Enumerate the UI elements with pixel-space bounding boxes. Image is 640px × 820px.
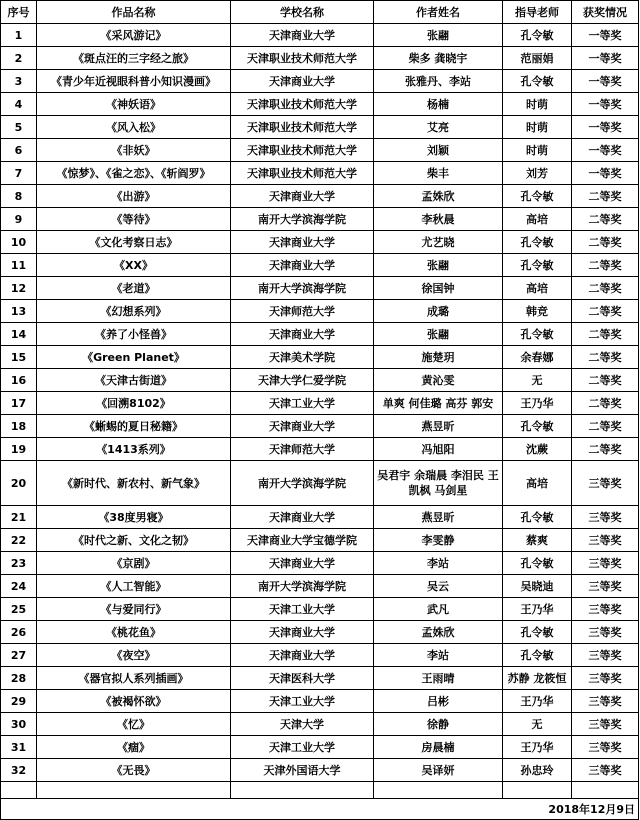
blank-cell	[503, 782, 572, 799]
cell-advisor: 余春娜	[503, 346, 572, 369]
cell-index: 7	[1, 162, 37, 185]
cell-award: 二等奖	[572, 323, 639, 346]
table-row	[1, 277, 639, 300]
cell-award: 三等奖	[572, 461, 639, 506]
table-row	[1, 392, 639, 415]
blank-cell	[1, 782, 37, 799]
cell-advisor: 孔令敏	[503, 415, 572, 438]
cell-index: 26	[1, 621, 37, 644]
cell-school: 天津大学	[231, 713, 374, 736]
table-row	[1, 575, 639, 598]
cell-advisor: 王乃华	[503, 690, 572, 713]
cell-school: 天津商业大学	[231, 231, 374, 254]
cell-award: 三等奖	[572, 598, 639, 621]
table-row	[1, 185, 639, 208]
cell-author: 武凡	[374, 598, 503, 621]
cell-author: 孟姝欣	[374, 185, 503, 208]
cell-work-title: 《38度男寝》	[37, 506, 231, 529]
cell-author: 吕彬	[374, 690, 503, 713]
cell-advisor: 孔令敏	[503, 254, 572, 277]
cell-school: 天津商业大学	[231, 506, 374, 529]
table-row	[1, 254, 639, 277]
cell-advisor: 韩竞	[503, 300, 572, 323]
cell-work-title: 《1413系列》	[37, 438, 231, 461]
cell-index: 32	[1, 759, 37, 782]
cell-work-title: 《人工智能》	[37, 575, 231, 598]
cell-award: 二等奖	[572, 300, 639, 323]
cell-advisor: 孔令敏	[503, 70, 572, 93]
cell-author: 房晨楠	[374, 736, 503, 759]
cell-index: 21	[1, 506, 37, 529]
cell-index: 29	[1, 690, 37, 713]
cell-advisor: 孔令敏	[503, 644, 572, 667]
blank-row	[1, 782, 639, 799]
cell-award: 一等奖	[572, 47, 639, 70]
table-row	[1, 162, 639, 185]
table-row	[1, 713, 639, 736]
cell-school: 天津商业大学	[231, 552, 374, 575]
cell-author: 燕昱昕	[374, 415, 503, 438]
header-index: 序号	[1, 1, 37, 24]
header-work-title: 作品名称	[37, 1, 231, 24]
cell-school: 天津商业大学宝德学院	[231, 529, 374, 552]
cell-author: 冯旭阳	[374, 438, 503, 461]
table-row	[1, 598, 639, 621]
cell-advisor: 吴晓迪	[503, 575, 572, 598]
cell-author: 单爽 何佳璐 高芬 郭安	[374, 392, 503, 415]
table-row	[1, 621, 639, 644]
cell-award: 二等奖	[572, 231, 639, 254]
cell-advisor: 无	[503, 369, 572, 392]
cell-award: 三等奖	[572, 690, 639, 713]
cell-index: 4	[1, 93, 37, 116]
cell-work-title: 《Green Planet》	[37, 346, 231, 369]
cell-school: 南开大学滨海学院	[231, 461, 374, 506]
cell-author: 李秋晨	[374, 208, 503, 231]
cell-advisor: 无	[503, 713, 572, 736]
cell-advisor: 孔令敏	[503, 185, 572, 208]
cell-award: 二等奖	[572, 438, 639, 461]
cell-school: 天津商业大学	[231, 415, 374, 438]
cell-index: 11	[1, 254, 37, 277]
cell-index: 18	[1, 415, 37, 438]
cell-work-title: 《神妖语》	[37, 93, 231, 116]
table-row	[1, 208, 639, 231]
table-row	[1, 47, 639, 70]
cell-author: 徐静	[374, 713, 503, 736]
cell-advisor: 王乃华	[503, 736, 572, 759]
cell-author: 王雨晴	[374, 667, 503, 690]
cell-index: 28	[1, 667, 37, 690]
cell-school: 天津职业技术师范大学	[231, 139, 374, 162]
cell-author: 徐国钟	[374, 277, 503, 300]
cell-index: 13	[1, 300, 37, 323]
cell-index: 12	[1, 277, 37, 300]
table-row	[1, 690, 639, 713]
cell-author: 张翮	[374, 323, 503, 346]
cell-school: 天津商业大学	[231, 254, 374, 277]
table-row	[1, 139, 639, 162]
cell-author: 吴君宇 余瑞晨 李泪民 王凯枫 马剑星	[374, 461, 503, 506]
cell-advisor: 孔令敏	[503, 552, 572, 575]
cell-school: 天津工业大学	[231, 598, 374, 621]
cell-author: 李站	[374, 644, 503, 667]
cell-author: 张翮	[374, 24, 503, 47]
cell-school: 天津大学仁爱学院	[231, 369, 374, 392]
cell-work-title: 《蜥蜴的夏日秘籍》	[37, 415, 231, 438]
cell-advisor: 孔令敏	[503, 231, 572, 254]
cell-school: 天津医科大学	[231, 667, 374, 690]
cell-work-title: 《天津古街道》	[37, 369, 231, 392]
cell-work-title: 《出游》	[37, 185, 231, 208]
cell-award: 三等奖	[572, 621, 639, 644]
cell-work-title: 《幻想系列》	[37, 300, 231, 323]
cell-index: 31	[1, 736, 37, 759]
header-author: 作者姓名	[374, 1, 503, 24]
table-row	[1, 116, 639, 139]
cell-school: 天津职业技术师范大学	[231, 47, 374, 70]
cell-index: 19	[1, 438, 37, 461]
cell-school: 天津工业大学	[231, 690, 374, 713]
table-row	[1, 552, 639, 575]
cell-work-title: 《老道》	[37, 277, 231, 300]
cell-school: 天津商业大学	[231, 323, 374, 346]
cell-author: 黄沁雯	[374, 369, 503, 392]
cell-index: 14	[1, 323, 37, 346]
cell-author: 李雯静	[374, 529, 503, 552]
cell-index: 3	[1, 70, 37, 93]
cell-index: 8	[1, 185, 37, 208]
table-row	[1, 346, 639, 369]
cell-author: 成璐	[374, 300, 503, 323]
table-row	[1, 644, 639, 667]
cell-index: 30	[1, 713, 37, 736]
blank-cell	[231, 782, 374, 799]
cell-work-title: 《新时代、新农村、新气象》	[37, 461, 231, 506]
cell-award: 三等奖	[572, 506, 639, 529]
cell-work-title: 《时代之新、文化之韧》	[37, 529, 231, 552]
cell-work-title: 《惊梦》、《雀之恋》、《斩阎罗》	[37, 162, 231, 185]
table-row	[1, 70, 639, 93]
cell-award: 一等奖	[572, 24, 639, 47]
header-award: 获奖情况	[572, 1, 639, 24]
cell-work-title: 《青少年近视眼科普小知识漫画》	[37, 70, 231, 93]
cell-award: 三等奖	[572, 713, 639, 736]
blank-cell	[374, 782, 503, 799]
cell-work-title: 《被褐怀欲》	[37, 690, 231, 713]
cell-award: 一等奖	[572, 93, 639, 116]
cell-school: 天津职业技术师范大学	[231, 162, 374, 185]
cell-work-title: 《养了小怪兽》	[37, 323, 231, 346]
cell-award: 二等奖	[572, 415, 639, 438]
cell-author: 施楚玥	[374, 346, 503, 369]
cell-advisor: 范丽娟	[503, 47, 572, 70]
cell-award: 二等奖	[572, 208, 639, 231]
blank-cell	[572, 782, 639, 799]
cell-school: 南开大学滨海学院	[231, 208, 374, 231]
cell-work-title: 《XX》	[37, 254, 231, 277]
cell-author: 李站	[374, 552, 503, 575]
cell-school: 天津职业技术师范大学	[231, 116, 374, 139]
cell-award: 三等奖	[572, 644, 639, 667]
cell-author: 刘颖	[374, 139, 503, 162]
footer-date: 2018年12月9日	[503, 799, 639, 820]
cell-award: 一等奖	[572, 116, 639, 139]
cell-school: 天津外国语大学	[231, 759, 374, 782]
cell-award: 二等奖	[572, 346, 639, 369]
cell-work-title: 《京剧》	[37, 552, 231, 575]
table-row	[1, 369, 639, 392]
cell-award: 一等奖	[572, 162, 639, 185]
cell-work-title: 《桃花鱼》	[37, 621, 231, 644]
table-row	[1, 736, 639, 759]
cell-work-title: 《忆》	[37, 713, 231, 736]
cell-work-title: 《无畏》	[37, 759, 231, 782]
table-row	[1, 759, 639, 782]
cell-advisor: 时萌	[503, 139, 572, 162]
cell-author: 吴译妍	[374, 759, 503, 782]
table-row	[1, 24, 639, 47]
cell-school: 天津商业大学	[231, 644, 374, 667]
cell-award: 一等奖	[572, 70, 639, 93]
cell-work-title: 《风入松》	[37, 116, 231, 139]
cell-author: 张翮	[374, 254, 503, 277]
cell-work-title: 《斑点汪的三字经之旅》	[37, 47, 231, 70]
cell-index: 25	[1, 598, 37, 621]
cell-school: 天津工业大学	[231, 736, 374, 759]
footer-row	[1, 799, 639, 820]
cell-school: 天津商业大学	[231, 70, 374, 93]
header-advisor: 指导老师	[503, 1, 572, 24]
cell-award: 二等奖	[572, 185, 639, 208]
cell-advisor: 高培	[503, 277, 572, 300]
table-row	[1, 323, 639, 346]
table-row	[1, 415, 639, 438]
cell-index: 22	[1, 529, 37, 552]
cell-award: 三等奖	[572, 529, 639, 552]
cell-advisor: 刘芳	[503, 162, 572, 185]
cell-school: 天津师范大学	[231, 438, 374, 461]
cell-school: 天津工业大学	[231, 392, 374, 415]
table-row	[1, 667, 639, 690]
cell-award: 一等奖	[572, 139, 639, 162]
cell-award: 三等奖	[572, 667, 639, 690]
table-row	[1, 93, 639, 116]
cell-award: 三等奖	[572, 759, 639, 782]
cell-advisor: 高培	[503, 461, 572, 506]
cell-advisor: 孔令敏	[503, 323, 572, 346]
cell-school: 天津师范大学	[231, 300, 374, 323]
cell-index: 9	[1, 208, 37, 231]
cell-advisor: 孙忠玲	[503, 759, 572, 782]
cell-author: 尤艺晓	[374, 231, 503, 254]
cell-advisor: 时萌	[503, 93, 572, 116]
cell-work-title: 《等待》	[37, 208, 231, 231]
cell-award: 二等奖	[572, 254, 639, 277]
cell-index: 10	[1, 231, 37, 254]
cell-work-title: 《非妖》	[37, 139, 231, 162]
cell-school: 天津商业大学	[231, 24, 374, 47]
table-row	[1, 438, 639, 461]
cell-school: 天津职业技术师范大学	[231, 93, 374, 116]
cell-advisor: 孔令敏	[503, 24, 572, 47]
cell-advisor: 王乃华	[503, 392, 572, 415]
cell-author: 张雅丹、李站	[374, 70, 503, 93]
cell-author: 柴多 龚晓宇	[374, 47, 503, 70]
cell-award: 二等奖	[572, 277, 639, 300]
cell-work-title: 《痼》	[37, 736, 231, 759]
cell-work-title: 《回溯8102》	[37, 392, 231, 415]
cell-award: 三等奖	[572, 552, 639, 575]
cell-index: 20	[1, 461, 37, 506]
cell-work-title: 《器官拟人系列插画》	[37, 667, 231, 690]
cell-advisor: 蔡爽	[503, 529, 572, 552]
cell-index: 16	[1, 369, 37, 392]
table-row	[1, 300, 639, 323]
cell-author: 杨楠	[374, 93, 503, 116]
cell-index: 1	[1, 24, 37, 47]
cell-award: 三等奖	[572, 736, 639, 759]
cell-index: 24	[1, 575, 37, 598]
table-row	[1, 529, 639, 552]
cell-advisor: 孔令敏	[503, 621, 572, 644]
cell-school: 天津美术学院	[231, 346, 374, 369]
cell-author: 艾亮	[374, 116, 503, 139]
cell-advisor: 时萌	[503, 116, 572, 139]
cell-school: 南开大学滨海学院	[231, 277, 374, 300]
cell-school: 天津商业大学	[231, 185, 374, 208]
table-row	[1, 506, 639, 529]
cell-advisor: 高培	[503, 208, 572, 231]
cell-advisor: 王乃华	[503, 598, 572, 621]
cell-advisor: 沈蕨	[503, 438, 572, 461]
cell-author: 孟姝欣	[374, 621, 503, 644]
cell-award: 二等奖	[572, 392, 639, 415]
footer-blank	[1, 799, 503, 820]
cell-index: 17	[1, 392, 37, 415]
cell-advisor: 孔令敏	[503, 506, 572, 529]
cell-school: 天津商业大学	[231, 621, 374, 644]
header-school: 学校名称	[231, 1, 374, 24]
cell-author: 燕昱昕	[374, 506, 503, 529]
table-row	[1, 231, 639, 254]
cell-index: 23	[1, 552, 37, 575]
cell-work-title: 《夜空》	[37, 644, 231, 667]
cell-award: 二等奖	[572, 369, 639, 392]
blank-cell	[37, 782, 231, 799]
cell-advisor: 苏静 龙筱恒	[503, 667, 572, 690]
cell-work-title: 《文化考察日志》	[37, 231, 231, 254]
cell-author: 吴云	[374, 575, 503, 598]
cell-school: 南开大学滨海学院	[231, 575, 374, 598]
table-row	[1, 461, 639, 506]
cell-work-title: 《采风游记》	[37, 24, 231, 47]
header-row	[1, 1, 639, 24]
cell-index: 27	[1, 644, 37, 667]
cell-work-title: 《与爱同行》	[37, 598, 231, 621]
cell-index: 15	[1, 346, 37, 369]
cell-award: 三等奖	[572, 575, 639, 598]
cell-index: 6	[1, 139, 37, 162]
cell-index: 2	[1, 47, 37, 70]
cell-index: 5	[1, 116, 37, 139]
cell-author: 柴丰	[374, 162, 503, 185]
